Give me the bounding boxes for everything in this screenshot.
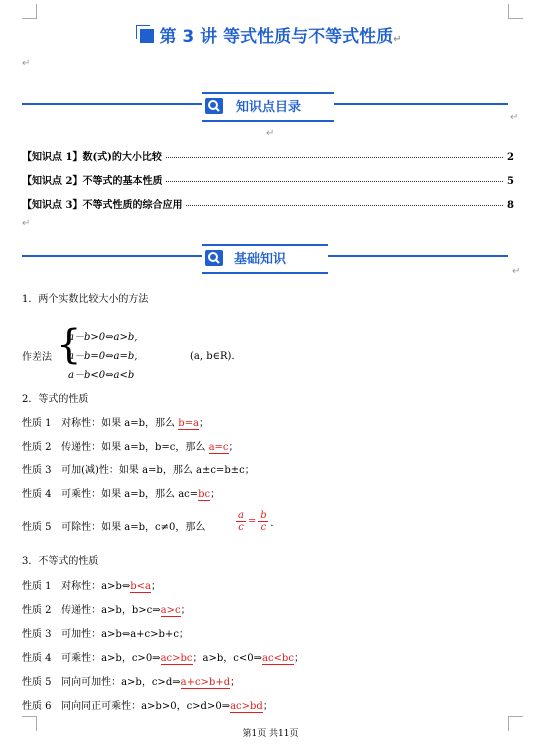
page-footer: 第1页 共11页 — [242, 729, 299, 739]
ineq-prop-6: 性质 6 同向同正可乘性：a>b>0，c>d>0⇒ac>bd； — [22, 701, 273, 712]
title-text: 第 3 讲 等式性质与不等式性质 — [159, 27, 394, 47]
fraction-answer: a c = b c ． — [236, 510, 280, 533]
section-header-label: 基础知识 — [234, 252, 287, 267]
ineq-prop-3: 性质 3 可加性：a>b⇔a+c>b+c； — [22, 629, 189, 640]
toc-entry-1[interactable]: 【知识点 1】数(式)的大小比较 2 — [22, 152, 514, 163]
toc-entry-2[interactable]: 【知识点 2】不等式的基本性质 5 — [22, 176, 514, 187]
section-2-heading: 2．等式的性质 — [22, 394, 89, 405]
crop-mark-top-right — [508, 4, 523, 19]
answer-blank: b<a — [130, 581, 151, 592]
ineq-prop-5: 性质 5 同向可加性：a>b，c>d⇒a+c>b+d； — [22, 677, 241, 688]
eq-prop-1: 性质 1 对称性：如果 a=b，那么 b=a； — [22, 418, 209, 429]
answer-blank: a+c>b+d — [180, 677, 231, 688]
eq-prop-4: 性质 4 可乘性：如果 a=b，那么 ac=bc； — [22, 489, 221, 500]
section-3-heading: 3．不等式的性质 — [22, 556, 99, 567]
answer-blank: ac>bc — [160, 653, 193, 664]
answer-blank: b=a — [178, 418, 199, 429]
eq-prop-2: 性质 2 传递性：如果 a=b，b=c，那么 a=c； — [22, 442, 239, 453]
section-header-band — [22, 244, 508, 276]
answer-blank: ac<bc — [261, 653, 294, 664]
brace: { — [56, 322, 82, 368]
eq-prop-3: 性质 3 可加(减)性：如果 a=b，那么 a±c=b±c； — [22, 465, 255, 476]
case-gt: a－b>0⇔a>b, — [68, 332, 138, 343]
search-icon — [205, 98, 223, 114]
diff-method-label: 作差法 — [22, 352, 52, 363]
page-title: 第 3 讲 等式性质与不等式性质↵ — [0, 22, 541, 47]
ineq-prop-2: 性质 2 传递性：a>b，b>c⇒a>c； — [22, 605, 191, 616]
case-eq: a－b=0⇔a=b, — [68, 351, 138, 362]
answer-blank: a=c — [208, 442, 229, 453]
section-1-heading: 1．两个实数比较大小的方法 — [22, 294, 149, 305]
toc-header-label: 知识点目录 — [236, 100, 302, 115]
answer-blank: ac>bd — [230, 701, 263, 712]
toc-header-band — [22, 92, 508, 124]
answer-blank: bc — [198, 489, 211, 500]
title-square-icon — [140, 29, 154, 43]
crop-mark-top-left — [22, 4, 37, 19]
search-icon — [205, 250, 223, 266]
return-mark: ↵ — [22, 58, 31, 69]
case-lt: a－b<0⇔a<b — [68, 370, 135, 381]
toc-entry-3[interactable]: 【知识点 3】不等式性质的综合应用 8 — [22, 200, 514, 211]
cases-condition: (a, b∈R)． — [190, 351, 242, 362]
answer-blank: a>c — [160, 605, 181, 616]
ineq-prop-4: 性质 4 可乘性：a>b，c>0⇒ac>bc；a>b，c<0⇒ac<bc； — [22, 653, 304, 664]
eq-prop-5: 性质 5 可除性：如果 a=b，c≠0，那么 — [22, 522, 206, 533]
ineq-prop-1: 性质 1 对称性：a>b⇔b<a； — [22, 581, 161, 592]
